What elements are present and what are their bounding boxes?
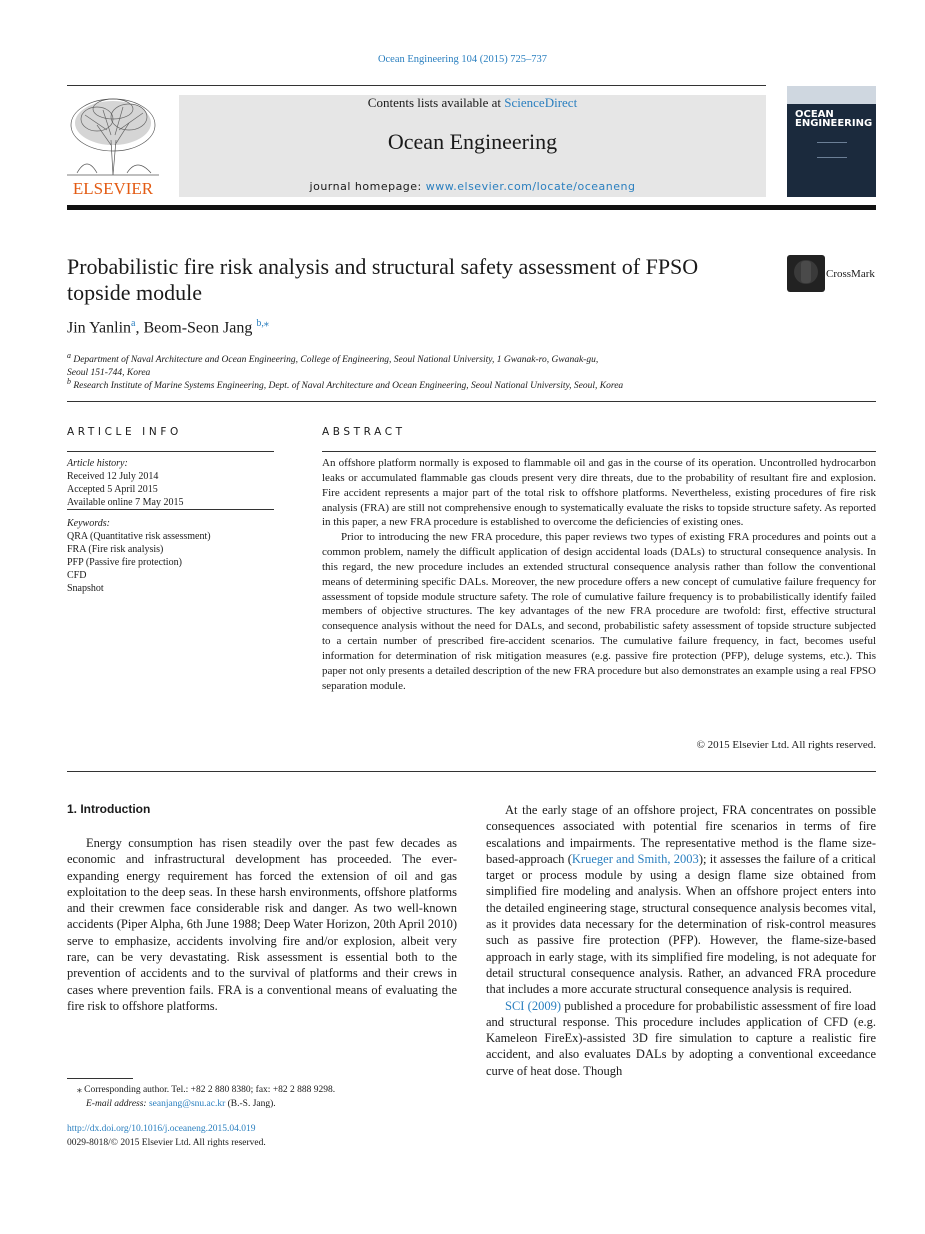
homepage-prefix: journal homepage: — [309, 180, 422, 193]
info-rule — [67, 451, 274, 452]
reference-link[interactable]: SCI (2009) — [505, 998, 561, 1013]
history-item: Available online 7 May 2015 — [67, 497, 184, 508]
doi-text[interactable]: http://dx.doi.org/10.1016/j.oceaneng.2015.04.019 — [67, 1124, 256, 1134]
history-item: Accepted 5 April 2015 — [67, 484, 158, 495]
abstract-heading: ABSTRACT — [322, 426, 406, 438]
author-list: Jin Yanlin$^a$, Beom-Seon Jang $^{b,⁎}$ — [67, 318, 269, 337]
email-suffix: (B.-S. Jang). — [225, 1099, 276, 1109]
keyword-item: Snapshot — [67, 583, 104, 594]
info-rule — [67, 509, 274, 510]
body-text: At the early stage of an offshore project, FRA concentrates on possible consequences associated with potential fire scenarios in terms of fire escalations and impairments. The representative method is the flame size-based-approach ( — [486, 803, 876, 866]
header-thick-bar — [67, 205, 876, 210]
abstract-paragraph: An offshore platform normally is exposed to flammable oil and gas in the course of its operation. Uncontrolled hydrocarbon leaks or accumulated flammable gas clouds present very dire threats, due to the probability of resultant fire and explosion. Fire accident represents a major part of the total risk to offshore platforms. Nevertheless, existing procedures of fire risk analysis (FRA) are still not comprehensive enough to systematically evaluate the risks to topside structure safety. As reported in this paper, a new FRA procedure is established to overcome the deficiencies of existing ones. — [322, 457, 876, 529]
section-rule — [67, 771, 876, 772]
affiliation-text: Research Institute of Marine Systems Engineering, Dept. of Naval Architecture and Ocean Engineering, Seoul National University, Seoul, Korea — [73, 381, 624, 392]
keyword-item: QRA (Quantitative risk assessment) — [67, 531, 211, 542]
body-paragraph — [486, 998, 876, 1079]
sciencedirect-link[interactable]: ScienceDirect — [504, 95, 578, 110]
doi-link[interactable] — [67, 1123, 256, 1136]
keywords-label: Keywords: — [67, 518, 110, 529]
keyword-item: PFP (Passive fire protection) — [67, 557, 182, 568]
cover-lines — [817, 142, 847, 158]
abstract-body — [322, 456, 876, 694]
cover-top-bar — [787, 86, 876, 104]
keywords — [67, 517, 211, 595]
contents-prefix: Contents lists available at — [367, 95, 502, 110]
journal-citation[interactable]: Ocean Engineering 104 (2015) 725–737 — [377, 54, 548, 65]
article-info-heading: ARTICLE INFO — [67, 426, 182, 438]
affiliation-b — [67, 375, 623, 393]
abstract-paragraph: Prior to introducing the new FRA procedure, this paper reviews two types of existing FRA procedures and points out a common problem, namely the difficult application of design accidental loads (DALs) to structural consequence analysis. In this regard, the new procedure includes an extended structural consequence analysis rather than follow the conventional means of determining specific DALs. Moreover, the new procedure offers a new concept of cumulative failure frequency for assessment of topside module structure safety. The role of cumulative failure frequency is to probabilistically identify failed members of objective structures. The key advantages of the new FRA procedure are twofold: first, effective structural consequence analysis without the need for DALs, and second, probabilistic safety assessment of topside structure subjected to a certain number of prescribed fire-accident scenarios. The cumulative failure frequency, in fact, becomes useful information for determination of risk mitigation measures (e.g. passive fire protection (PFP), deluge systems, etc.). This paper not only presents a detailed description of the new FRA procedure but also demonstrates an example using a real FPSO separation module. — [322, 531, 876, 692]
affiliation-text: Seoul 151-744, Korea — [67, 368, 151, 379]
elsevier-logo[interactable] — [67, 95, 159, 197]
author-affil-sup[interactable]: a — [131, 318, 136, 329]
elsevier-tree-icon — [67, 95, 159, 197]
article-title: Probabilistic fire risk analysis and structural safety assessment of FPSO topside module — [67, 254, 699, 305]
history-item: Received 12 July 2014 — [67, 471, 159, 482]
crossmark-icon[interactable] — [787, 255, 825, 292]
corresponding-author-note: ⁎ Corresponding author. Tel.: +82 2 880 8380; fax: +82 2 888 9298. — [77, 1085, 336, 1095]
affiliation-text: Department of Naval Architecture and Ocean Engineering, College of Engineering, Seoul National University, 1 Gwanak-ro, Gwanak-gu, — [73, 355, 599, 366]
elsevier-wordmark: ELSEVIER — [72, 179, 154, 197]
keyword-item: CFD — [67, 570, 87, 581]
issn-line: 0029-8018/© 2015 Elsevier Ltd. All rights reserved. — [67, 1138, 266, 1148]
body-text: published a procedure for probabilistic assessment of fire load and structural response. This procedure includes application of CFD (e.g. Kameleon FireEx)-assisted 3D fire simulation to capture a realistic fire accident, and also evaluates DALs by adopting a conventional exceedance curve of heat dose. Though — [486, 998, 876, 1078]
section-rule — [67, 401, 876, 402]
body-left-column — [67, 835, 457, 1014]
journal-banner — [179, 95, 766, 197]
homepage-line — [179, 180, 766, 193]
body-paragraph: Energy consumption has risen steadily over the past few decades as economic and infrastructural development has proceeded. The ever-expanding energy requirement has forced the extension of oil and gas exploitation to the deep seas. In these harsh environments, offshore platforms and their crewmen face considerable risk and danger. As two well-known accidents (Piper Alpha, 6th June 1988; Deep Water Horizon, 20th April 2010) serve to emphasize, accidents involving fire and/or explosion, albeit very rare, can be very devastating. Risk assessment is essential both to the prevention of accidents and to the survival of platforms and their crews in cases where prevention fails. FRA is a conventional means of evaluating the fire risk to offshore platforms. — [67, 836, 457, 1013]
homepage-link[interactable]: www.elsevier.com/locate/oceaneng — [425, 180, 636, 193]
abstract-copyright: © 2015 Elsevier Ltd. All rights reserved. — [696, 739, 876, 751]
body-paragraph — [486, 802, 876, 998]
email-note — [86, 1098, 276, 1111]
body-text: ); it assesses the failure of a critical target or process module by using a design flame size obtained from simplified fire modeling and analysis. When an offshore project enters into the detailed engineering stage, structural consequence analysis becomes vital, as it provides data necessary for the determination of risk-control measures such as passive fire protection (PFP). However, the flame-size-based approach in early stage, with its simplified fire modeling, is not adequate for detail structural consequence analysis. Rather, an advanced FRA procedure that includes a more accurate structural consequence analysis is required. — [486, 851, 877, 997]
footnote-rule — [67, 1078, 133, 1079]
introduction-heading: 1. Introduction — [67, 802, 151, 816]
affiliation-sup: b — [67, 377, 71, 386]
abstract-rule — [322, 451, 876, 452]
email-link[interactable]: seanjang@snu.ac.kr — [148, 1099, 226, 1109]
author-affil-sup[interactable]: b,⁎ — [256, 318, 269, 329]
contents-line — [179, 95, 766, 111]
reference-link[interactable]: Krueger and Smith, 2003 — [571, 851, 699, 866]
journal-title: Ocean Engineering — [387, 129, 558, 154]
keyword-item: FRA (Fire risk analysis) — [67, 544, 164, 555]
header-rule — [67, 85, 766, 86]
author-name: Beom-Seon Jang — [143, 319, 253, 337]
cover-title: OCEAN ENGINEERING — [795, 109, 873, 129]
history-label: Article history: — [67, 458, 128, 469]
affiliation-sup: a — [67, 351, 71, 360]
article-history — [67, 457, 183, 509]
journal-cover[interactable] — [787, 86, 876, 197]
crossmark-label[interactable]: CrossMark — [826, 268, 875, 280]
email-label: E-mail address: — [86, 1099, 147, 1109]
body-right-column — [486, 802, 876, 1079]
author-name: Jin Yanlin — [67, 319, 132, 337]
